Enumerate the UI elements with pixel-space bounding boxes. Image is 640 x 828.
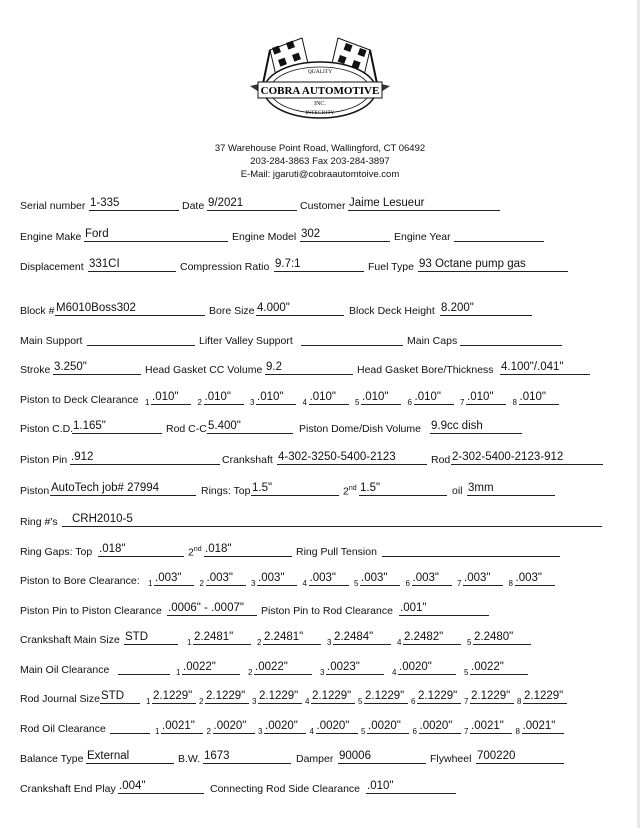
main-oil-label: Main Oil Clearance	[20, 664, 110, 676]
stroke-label: Stroke	[20, 364, 51, 376]
main-oil-field-1[interactable]: .0022"	[182, 661, 240, 675]
main-size-field-2[interactable]: 2.2481"	[263, 631, 321, 645]
pin-to-rod-label: Piston Pin to Rod Clearance	[261, 605, 393, 617]
rod-journal-number-3: 3	[252, 697, 257, 706]
rod-journal-number-5: 5	[358, 697, 363, 706]
rod-oil-number-8: 8	[515, 727, 520, 736]
piston-to-bore-field-1[interactable]: .003"	[154, 572, 194, 586]
crankshaft-field[interactable]: 4-302-3250-5400-2123	[277, 451, 427, 465]
logo-quality-text: QUALITY	[307, 69, 333, 75]
rod-oil-label: Rod Oil Clearance	[20, 723, 106, 735]
piston-to-bore-field-5[interactable]: .003"	[360, 572, 400, 586]
main-support-field[interactable]	[87, 332, 195, 346]
bw-field[interactable]: 1673	[203, 750, 291, 764]
piston-to-bore-number-8: 8	[508, 579, 513, 588]
ring-pull-tension-label: Ring Pull Tension	[296, 546, 377, 558]
rod-journal-field-4[interactable]: 2.1229"	[311, 690, 355, 704]
piston-pin-field[interactable]: .912	[70, 451, 220, 465]
rod-journal-number-8: 8	[517, 697, 522, 706]
head-gasket-cc-field[interactable]: 9.2	[265, 361, 353, 375]
main-caps-label: Main Caps	[407, 335, 458, 347]
main-size-number-3: 3	[327, 638, 332, 647]
rod-oil-field-8[interactable]: .0021"	[522, 720, 564, 734]
ring-gaps-top-label: Ring Gaps: Top	[20, 546, 93, 558]
cobra-automotive-logo	[230, 28, 410, 140]
company-phone: 203-284-3863 Fax 203-284-3897	[250, 156, 390, 167]
block-field[interactable]: M6010Boss302	[55, 302, 205, 316]
main-size-field-1[interactable]: 2.2481"	[193, 631, 251, 645]
piston-to-bore-label: Piston to Bore Clearance:	[20, 575, 140, 587]
piston-to-bore-number-5: 5	[354, 579, 359, 588]
piston-to-bore-number-4: 4	[302, 579, 307, 588]
piston-to-bore-field-7[interactable]: .003"	[463, 572, 503, 586]
rod-journal-number-1: 1	[146, 697, 151, 706]
oil-ring-field[interactable]: 3mm	[467, 482, 555, 496]
displacement-label: Displacement	[20, 261, 84, 273]
piston-to-deck-label: Piston to Deck Clearance	[20, 394, 139, 406]
block-deck-height-field[interactable]: 8.200"	[440, 302, 532, 316]
rod-oil-field-4[interactable]: .0020"	[316, 720, 358, 734]
displacement-field[interactable]: 331CI	[88, 258, 176, 272]
piston-to-deck-number-7: 7	[460, 398, 465, 407]
rod-oil-blank[interactable]	[110, 720, 150, 734]
piston-to-deck-number-8: 8	[512, 398, 517, 407]
piston-to-deck-field-6[interactable]: .010"	[414, 391, 454, 405]
piston-to-bore-number-6: 6	[405, 579, 410, 588]
rings-top-field[interactable]: 1.5"	[251, 482, 339, 496]
piston-cd-label: Piston C.D.	[20, 423, 74, 435]
main-size-number-1: 1	[187, 638, 192, 647]
logo-name-text: COBRA AUTOMOTIVE	[260, 85, 380, 97]
piston-to-deck-field-4[interactable]: .010"	[309, 391, 349, 405]
main-oil-field-3[interactable]: .0023"	[326, 661, 384, 675]
head-gasket-bore-label: Head Gasket Bore/Thickness	[357, 364, 494, 376]
rod-oil-number-1: 1	[155, 727, 160, 736]
balance-type-label: Balance Type	[20, 753, 84, 765]
main-oil-blank[interactable]	[118, 661, 170, 675]
piston-to-deck-field-2[interactable]: .010"	[204, 391, 244, 405]
oil-ring-label: oil	[452, 485, 463, 497]
rod-journal-label: Rod Journal Size	[20, 693, 100, 705]
flywheel-field[interactable]: 700220	[476, 750, 564, 764]
bw-label: B.W.	[178, 753, 201, 765]
rod-side-clearance-field[interactable]: .010"	[366, 780, 456, 794]
rod-journal-field-5[interactable]: 2.1229"	[364, 690, 408, 704]
rod-journal-field-1[interactable]: 2.1229"	[152, 690, 196, 704]
piston-dome-label: Piston Dome/Dish Volume	[299, 423, 421, 435]
piston-cd-field[interactable]: 1.165"	[72, 420, 162, 434]
piston-field[interactable]: AutoTech job# 27994	[50, 482, 196, 496]
piston-to-bore-number-7: 7	[457, 579, 462, 588]
balance-type-field[interactable]: External	[86, 750, 174, 764]
piston-to-deck-number-3: 3	[250, 398, 255, 407]
rod-field[interactable]: 2-302-5400-2123-912	[451, 451, 603, 465]
rod-oil-number-6: 6	[412, 727, 417, 736]
rod-oil-number-4: 4	[309, 727, 314, 736]
rod-journal-field-3[interactable]: 2.1229"	[258, 690, 302, 704]
serial-number-field[interactable]: 1-335	[89, 197, 179, 211]
piston-to-bore-field-8[interactable]: .003"	[515, 572, 555, 586]
rod-oil-number-7: 7	[464, 727, 469, 736]
rod-journal-field-7[interactable]: 2.1229"	[470, 690, 514, 704]
piston-to-deck-number-2: 2	[197, 398, 202, 407]
main-size-field-3[interactable]: 2.2484"	[333, 631, 391, 645]
date-label: Date	[182, 200, 205, 212]
piston-to-bore-number-1: 1	[148, 579, 153, 588]
engine-make-field[interactable]: Ford	[84, 228, 228, 242]
rod-journal-number-4: 4	[305, 697, 310, 706]
customer-label: Customer	[300, 200, 346, 212]
piston-to-deck-field-5[interactable]: .010"	[361, 391, 401, 405]
fuel-type-label: Fuel Type	[368, 261, 414, 273]
rod-journal-field-2[interactable]: 2.1229"	[205, 690, 249, 704]
bore-size-label: Bore Size	[209, 305, 255, 317]
piston-to-deck-number-4: 4	[302, 398, 307, 407]
ring-gaps-2nd-field[interactable]: .018"	[204, 543, 292, 557]
engine-model-field[interactable]: 302	[300, 228, 390, 242]
main-caps-field[interactable]	[460, 332, 562, 346]
compression-ratio-label: Compression Ratio	[180, 261, 270, 273]
block-label: Block #	[20, 305, 55, 317]
rings-top-label: Rings: Top	[201, 485, 251, 497]
ring-gaps-top-field[interactable]: .018"	[98, 543, 184, 557]
fuel-type-field[interactable]: 93 Octane pump gas	[418, 258, 568, 272]
customer-field[interactable]: Jaime Lesueur	[348, 197, 500, 211]
piston-to-deck-field-1[interactable]: .010"	[151, 391, 191, 405]
piston-to-bore-field-6[interactable]: .003"	[412, 572, 452, 586]
piston-pin-label: Piston Pin	[20, 454, 68, 466]
main-size-field-4[interactable]: 2.2482"	[403, 631, 461, 645]
engine-model-label: Engine Model	[232, 231, 297, 243]
rod-journal-field[interactable]: STD	[100, 690, 140, 704]
ring-pull-tension-field[interactable]	[382, 543, 560, 557]
pin-to-rod-field[interactable]: .001"	[399, 602, 489, 616]
piston-to-deck-field-8[interactable]: .010"	[519, 391, 559, 405]
main-oil-number-2: 2	[248, 668, 253, 677]
main-oil-number-5: 5	[464, 668, 469, 677]
end-play-field[interactable]: .004"	[118, 780, 204, 794]
rod-side-clearance-label: Connecting Rod Side Clearance	[210, 783, 361, 795]
piston-to-bore-field-4[interactable]: .003"	[309, 572, 349, 586]
main-size-number-2: 2	[257, 638, 262, 647]
rod-oil-number-3: 3	[258, 727, 263, 736]
piston-to-deck-number-6: 6	[407, 398, 412, 407]
main-oil-number-1: 1	[176, 668, 181, 677]
rod-oil-number-2: 2	[206, 727, 211, 736]
rod-oil-field-1[interactable]: .0021"	[161, 720, 203, 734]
rings-2nd-label: 2nd	[343, 485, 357, 498]
engine-year-field[interactable]	[454, 228, 544, 242]
date-field[interactable]: 9/2021	[207, 197, 297, 211]
pin-to-piston-field[interactable]: .0006" - .0007"	[167, 602, 257, 616]
ring-numbers-field[interactable]: CRH2010-5	[62, 513, 602, 527]
piston-label: Piston	[20, 485, 50, 497]
piston-dome-field[interactable]: 9.9cc dish	[430, 420, 522, 434]
piston-to-deck-field-3[interactable]: .010"	[256, 391, 296, 405]
compression-ratio-field[interactable]: 9.7:1	[274, 258, 364, 272]
rod-journal-number-2: 2	[199, 697, 204, 706]
bore-size-field[interactable]: 4.000"	[256, 302, 344, 316]
company-address: 37 Warehouse Point Road, Wallingford, CT 06492	[214, 143, 426, 154]
piston-to-deck-field-7[interactable]: .010"	[466, 391, 506, 405]
rod-cc-field[interactable]: 5.400"	[207, 420, 293, 434]
damper-label: Damper	[296, 753, 334, 765]
main-support-label: Main Support	[20, 335, 83, 347]
lifter-valley-support-field[interactable]	[301, 332, 403, 346]
crankshaft-label: Crankshaft	[222, 454, 273, 466]
main-oil-number-4: 4	[392, 668, 397, 677]
rod-label: Rod	[431, 454, 451, 466]
engine-year-label: Engine Year	[394, 231, 451, 243]
main-oil-number-3: 3	[320, 668, 325, 677]
company-email: E-Mail: jgaruti@cobraautomtoive.com	[240, 169, 400, 180]
ring-numbers-label: Ring #'s	[20, 516, 58, 528]
serial-number-label: Serial number	[20, 200, 86, 212]
engine-make-label: Engine Make	[20, 231, 82, 243]
main-oil-field-5[interactable]: .0022"	[470, 661, 528, 675]
rod-oil-field-7[interactable]: .0021"	[470, 720, 512, 734]
main-size-field-5[interactable]: 2.2480"	[473, 631, 531, 645]
head-gasket-bore-field[interactable]: 4.100"/.041"	[500, 361, 590, 375]
rod-journal-number-6: 6	[411, 697, 416, 706]
lifter-valley-support-label: Lifter Valley Support	[199, 335, 293, 347]
rod-oil-field-3[interactable]: .0020"	[264, 720, 306, 734]
main-size-number-4: 4	[397, 638, 402, 647]
main-oil-field-2[interactable]: .0022"	[254, 661, 312, 675]
main-size-number-5: 5	[467, 638, 472, 647]
piston-to-bore-field-3[interactable]: .003"	[257, 572, 297, 586]
piston-to-bore-number-3: 3	[251, 579, 256, 588]
rod-oil-field-2[interactable]: .0020"	[213, 720, 255, 734]
flywheel-label: Flywheel	[430, 753, 472, 765]
main-oil-field-4[interactable]: .0020"	[398, 661, 456, 675]
piston-to-bore-field-2[interactable]: .003"	[206, 572, 246, 586]
stroke-field[interactable]: 3.250"	[53, 361, 141, 375]
rod-journal-number-7: 7	[464, 697, 469, 706]
piston-to-deck-number-5: 5	[355, 398, 360, 407]
logo-integrity-text: INTEGRITY	[305, 110, 335, 116]
main-size-label: Crankshaft Main Size	[20, 634, 120, 646]
block-deck-height-label: Block Deck Height	[349, 305, 435, 317]
piston-to-deck-number-1: 1	[145, 398, 150, 407]
end-play-label: Crankshaft End Play	[20, 783, 116, 795]
rod-cc-label: Rod C-C	[166, 423, 207, 435]
rod-journal-field-6[interactable]: 2.1229"	[417, 690, 461, 704]
damper-field[interactable]: 90006	[338, 750, 426, 764]
head-gasket-cc-label: Head Gasket CC Volume	[145, 364, 263, 376]
piston-to-bore-number-2: 2	[199, 579, 204, 588]
rod-oil-field-6[interactable]: .0020"	[419, 720, 461, 734]
ring-gaps-2nd-label: 2nd	[188, 546, 202, 559]
rings-2nd-field[interactable]: 1.5"	[359, 482, 447, 496]
rod-oil-number-5: 5	[361, 727, 366, 736]
rod-journal-field-8[interactable]: 2.1229"	[523, 690, 567, 704]
pin-to-piston-label: Piston Pin to Piston Clearance	[20, 605, 162, 617]
rod-oil-field-5[interactable]: .0020"	[367, 720, 409, 734]
logo-inc-text: INC.	[314, 101, 326, 107]
main-size-field[interactable]: STD	[124, 631, 178, 645]
